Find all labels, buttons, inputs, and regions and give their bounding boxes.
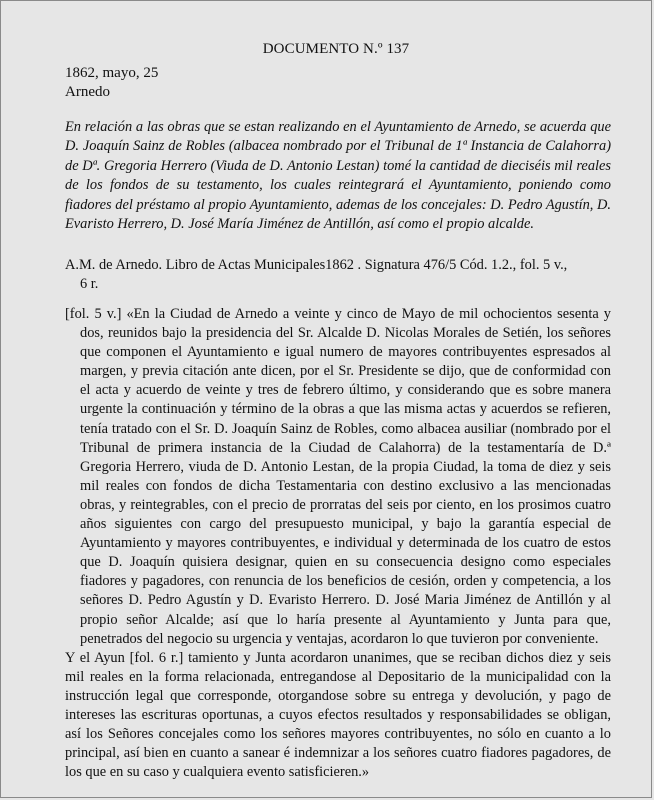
transcription-body (65, 305, 611, 782)
transcription-paragraph-1: [fol. 5 v.] «En la Ciudad de Arnedo a veinte y cinco de Mayo de mil ochocientos sesenta y dos, reunidos bajo la presidencia del Sr. Alcalde D. Nicolas Morales de Setién, los señores que componen el Ayuntamiento e igual numero de mayores contribuyentes espresados al margen, y previa citación ante dicen, por el Sr. Presidente se dijo, que de conformidad con el acta y acuerdo de veinte y tres de febrero último, y considerando que es sobre manera urgente la continuación y término de la obras a que las misma actas y acuerdos se refieren, tenía tratado con el Sr. D. Joaquín Sainz de Robles, como albacea ausiliar (nombrado por el Tribunal de primera instancia de la Ciudad de Calahorra) de la testamentaría de D.ª Gregoria Herrero, viuda de D. Antonio Lestan, de la propia Ciudad, la toma de diez y seis mil reales con fondos de dicha Testamentaria con destino exclusivo a las mencionadas obras, y reintegrables, con el precio de prorratas del seis por ciento, en los prosimos cuatro años siguientes con cargo del presupuesto municipal, y bajo la garantía especial de Ayuntamiento y mayores contribuyentes, e individual y determinada de los cuatro de estos que D. Joaquín quisiera designar, quien en su consecuencia designo como especiales fiadores y pagadores, con renuncia de los beneficios de cesión, orden y competencia, a los señores D. Pedro Agustín y D. Evaristo Herrero. D. José Maria Jiménez de Antillón y al propio señor Alcalde; así que lo haría presente al Ayuntamiento y Junta para que, penetrados del negocio su urgencia y ventajas, acordaron lo que tuvieron por conveniente. (65, 306, 611, 647)
source-line-2: 6 r. (80, 276, 99, 292)
archival-source (65, 256, 611, 294)
transcription-paragraph-2: Y el Ayun [fol. 6 r.] tamiento y Junta acordaron unanimes, que se reciban dichos diez y seis mil reales en la forma relacionada, entregandose al Depositario de la municipalidad con la instrucción legal que corresponde, otorgandose sobre su entrega y devolución, y pago de intereses las escrituras oportunas, a cuyos efectos resultados y responsabilidades se obligan, así los Señores concejales como los señores mayores contribuyentes, no sólo en cuanto a lo principal, así bien en cuanto a sanear é indemnizar a los señores cuatro fiadores pagadores, de los que en su caso y cualquiera evento satisficieren.» (65, 649, 611, 781)
source-line-1: A.M. de Arnedo. Libro de Actas Municipales1862 . Signatura 476/5 Cód. 1.2., fol. 5 v., (65, 257, 568, 273)
document-summary: En relación a las obras que se estan realizando en el Ayuntamiento de Arnedo, se acuerda que D. Joaquín Sainz de Robles (albacea nombrado por el Tribunal de 1ª Instancia de Calahorra) de Dª. Gregoria Herrero (Viuda de D. Antonio Lestan) tomé la cantidad de dieciséis mil reales de los fondos de su testamento, los cuales reintegrará el Ayuntamiento, poniendo como fiadores del préstamo al propio Ayuntamiento, ademas de los concejales: D. Pedro Agustín, D. Evaristo Herrero, D. José María Jiménez de Antillón, así como el propio alcalde. (65, 119, 611, 233)
document-date: 1862, mayo, 25 (65, 65, 159, 81)
document-place: Arnedo (65, 84, 110, 100)
document-title: DOCUMENTO N.º 137 (262, 41, 410, 57)
